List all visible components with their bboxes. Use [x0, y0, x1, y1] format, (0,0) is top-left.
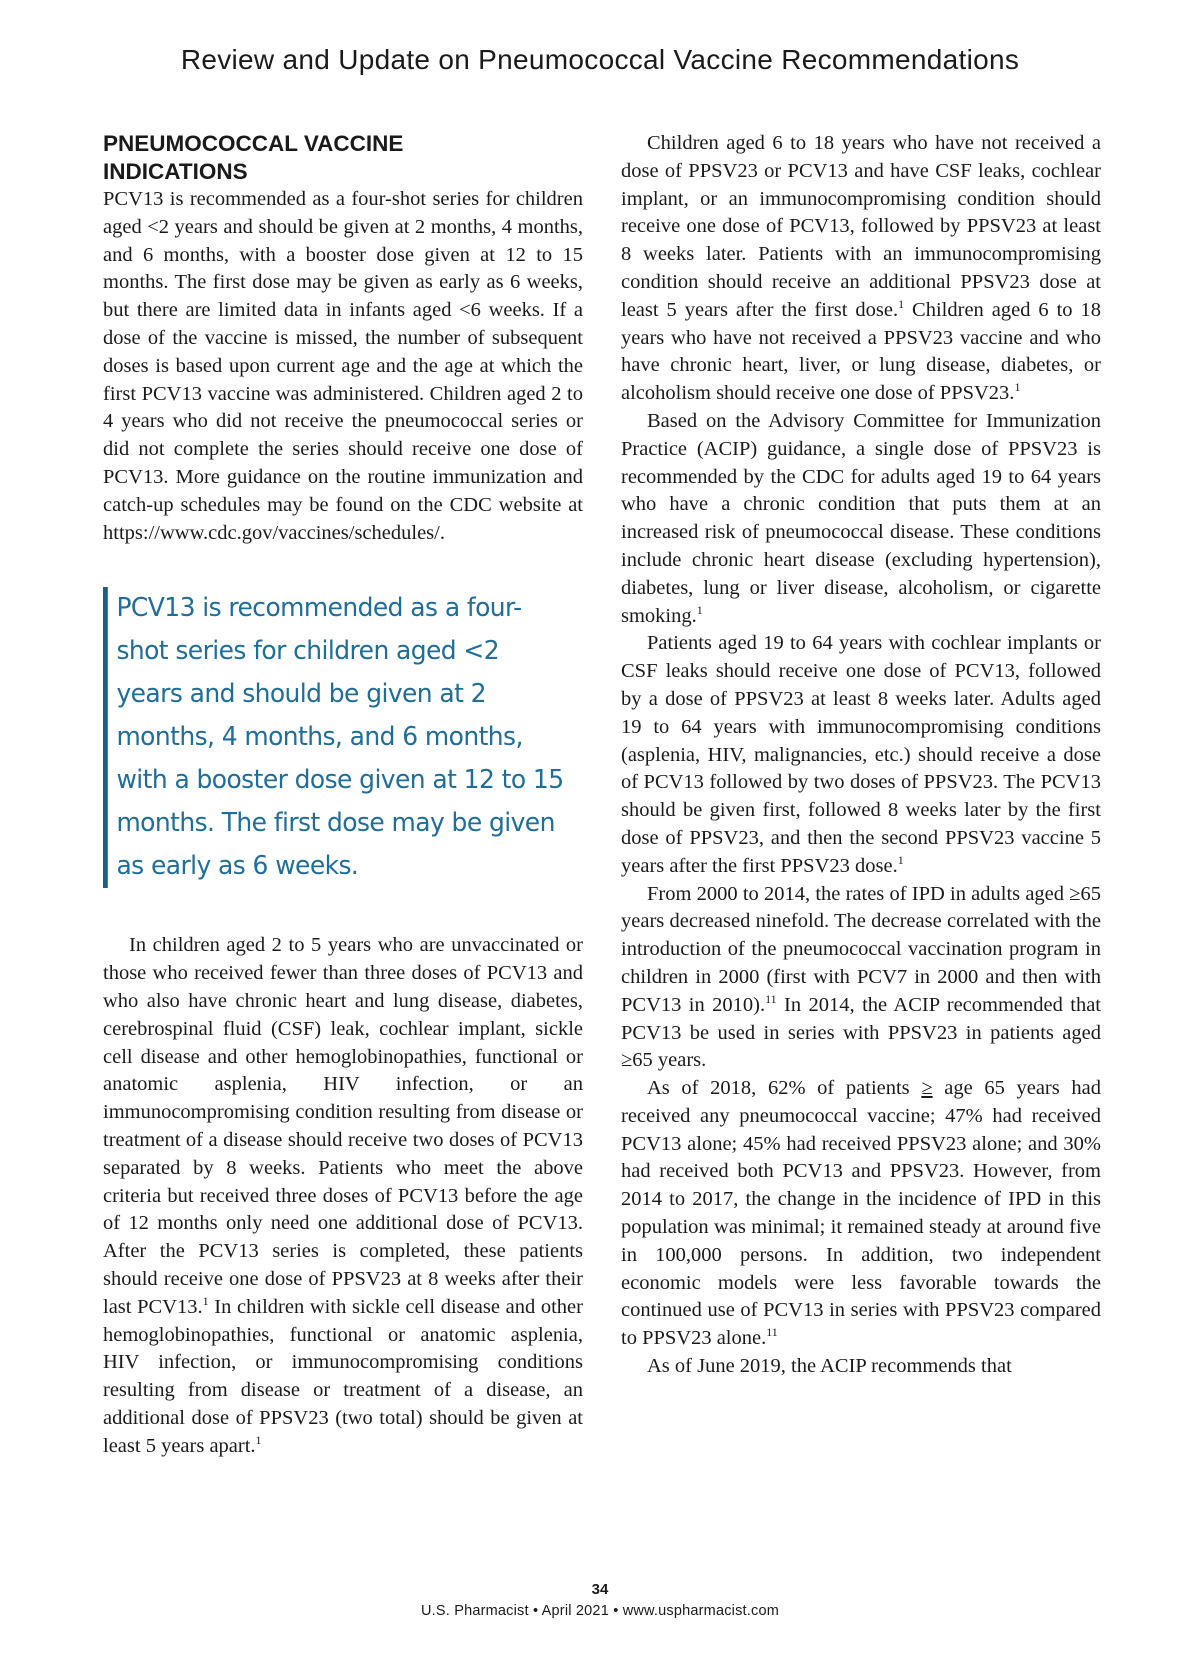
pull-quote: PCV13 is recommended as a four-shot series for children aged <2 years and should be given at 2 months, 4 months, and 6 months, with a booster dose given at 12 to 15 months. The first dose may be given as early as 6 weeks.: [103, 587, 564, 888]
citation-superscript: 1: [898, 296, 905, 311]
citation-superscript: 1: [696, 602, 703, 617]
citation-superscript: 1: [897, 852, 904, 867]
paragraph-adults-19-to-64: Patients aged 19 to 64 years with cochlear implants or CSF leaks should receive one dose of PCV13, followed by a dose of PPSV23 at least 8 weeks later. Adults aged 19 to 64 years with immunocompromising conditions (asplenia, HIV, malignancies, etc.) should receive a dose of PCV13 followed by two doses of PPSV23. The PCV13 should be given first, followed 8 weeks later by the first dose of PPSV23, and then the second PPSV23 vaccine 5 years after the first PPSV23 dose.$^1$: [621, 632, 1101, 877]
citation-superscript: 1: [1014, 380, 1021, 395]
paragraph-indications: PCV13 is recommended as a four-shot series for children aged <2 years and should be given at 2 months, 4 months, and 6 months, with a booster dose given at 12 to 15 months. The first dose may be given as early as 6 weeks, but there are limited data in infants aged <6 weeks. If a dose of the vaccine is missed, the number of subsequent doses is based upon current age and the age at which the first PCV13 vaccine was administered. Children aged 2 to 4 years who did not receive the pneumococcal series or did not complete the series should receive one dose of PCV13. More guidance on the routine immunization and catch-up schedules may be found on the CDC website at https://www.cdc.gov/vaccines/schedules/.: [103, 188, 583, 544]
publication-footer: U.S. Pharmacist • April 2021 • www.uspharmacist.com: [420, 1603, 779, 1619]
greater-equal-symbol: ≥: [921, 1077, 933, 1100]
citation-superscript: 11: [766, 1325, 778, 1340]
citation-superscript: 1: [255, 1432, 262, 1447]
left-column: [103, 130, 583, 1461]
section-heading: PNEUMOCOCCAL VACCINE INDICATIONS: [103, 131, 404, 184]
page-number: 34: [591, 1581, 609, 1598]
paragraph-children-6-to-18: Children aged 6 to 18 years who have not received a dose of PPSV23 or PCV13 and have CSF leaks, cochlear implant, or an immunocompromising condition should receive one dose of PCV13, followed by PPSV23 at least 8 weeks later. Patients with an immunocompromising condition should receive an additional PPSV23 dose at least 5 years after the first dose.$^1$ Children aged 6 to 18 years who have not received a PPSV23 vaccine and who have chronic heart, liver, or lung disease, diabetes, or alcoholism should receive one dose of PPSV23.$^1$: [621, 132, 1102, 405]
right-column: [621, 130, 1101, 1381]
paragraph-acip-guidance: Based on the Advisory Committee for Immunization Practice (ACIP) guidance, a single dose of PPSV23 is recommended by the CDC for adults aged 19 to 64 years who have a chronic condition that puts them at an increased risk of pneumococcal disease. These conditions include chronic heart disease (excluding hypertension), diabetes, lung or liver disease, alcoholism, or cigarette smoking.$^1$: [621, 409, 1101, 627]
running-header: Review and Update on Pneumococcal Vaccine Recommendations: [180, 44, 1020, 75]
paragraph-children-2-to-5: In children aged 2 to 5 years who are unvaccinated or those who received fewer than three doses of PCV13 and who also have chronic heart and lung disease, diabetes, cerebrospinal fluid (CSF) leak, cochlear implant, sickle cell disease and other hemoglobinopathies, functional or anatomic asplenia, HIV infection, or an immunocompromising condition resulting from disease or treatment of a disease should receive two doses of PCV13 separated by 8 weeks. Patients who meet the above criteria but received three doses of PCV13 before the age of 12 months only need one additional dose of PCV13. After the PCV13 series is completed, these patients should receive one dose of PPSV23 at 8 weeks after their last PCV13.$^1$ In children with sickle cell disease and other hemoglobinopathies, functional or anatomic asplenia, HIV infection, or immunocompromising conditions resulting from disease or treatment of a disease, an additional dose of PPSV23 (two total) should be given at least 5 years apart.$^1$: [103, 934, 583, 1457]
paragraph-june-2019: As of June 2019, the ACIP recommends that: [647, 1355, 1012, 1378]
citation-superscript: 11: [765, 991, 777, 1006]
paragraph-ipd-rates: From 2000 to 2014, the rates of IPD in adults aged ≥65 years decreased ninefold. The decrease correlated with the introduction of the pneumococcal vaccination program in children in 2000 (first with PCV7 in 2000 and then with PCV13 in 2010).$^{11}$ In 2014, the ACIP recommended that PCV13 be used in series with PPSV23 in patients aged ≥65 years.: [621, 882, 1101, 1072]
citation-superscript: 1: [202, 1293, 209, 1308]
paragraph-2018-statistics: As of 2018, 62% of patients ≥ age 65 years had received any pneumococcal vaccine; 47% had received PCV13 alone; 45% had received PPSV23 alone; and 30% had received both PCV13 and PPSV23. However, from 2014 to 2017, the change in the incidence of IPD in this population was minimal; it remained steady at around five in 100,000 persons. In addition, two independent economic models were less favorable towards the continued use of PCV13 in series with PPSV23 compared to PPSV23 alone.$^{11}$: [621, 1077, 1101, 1350]
